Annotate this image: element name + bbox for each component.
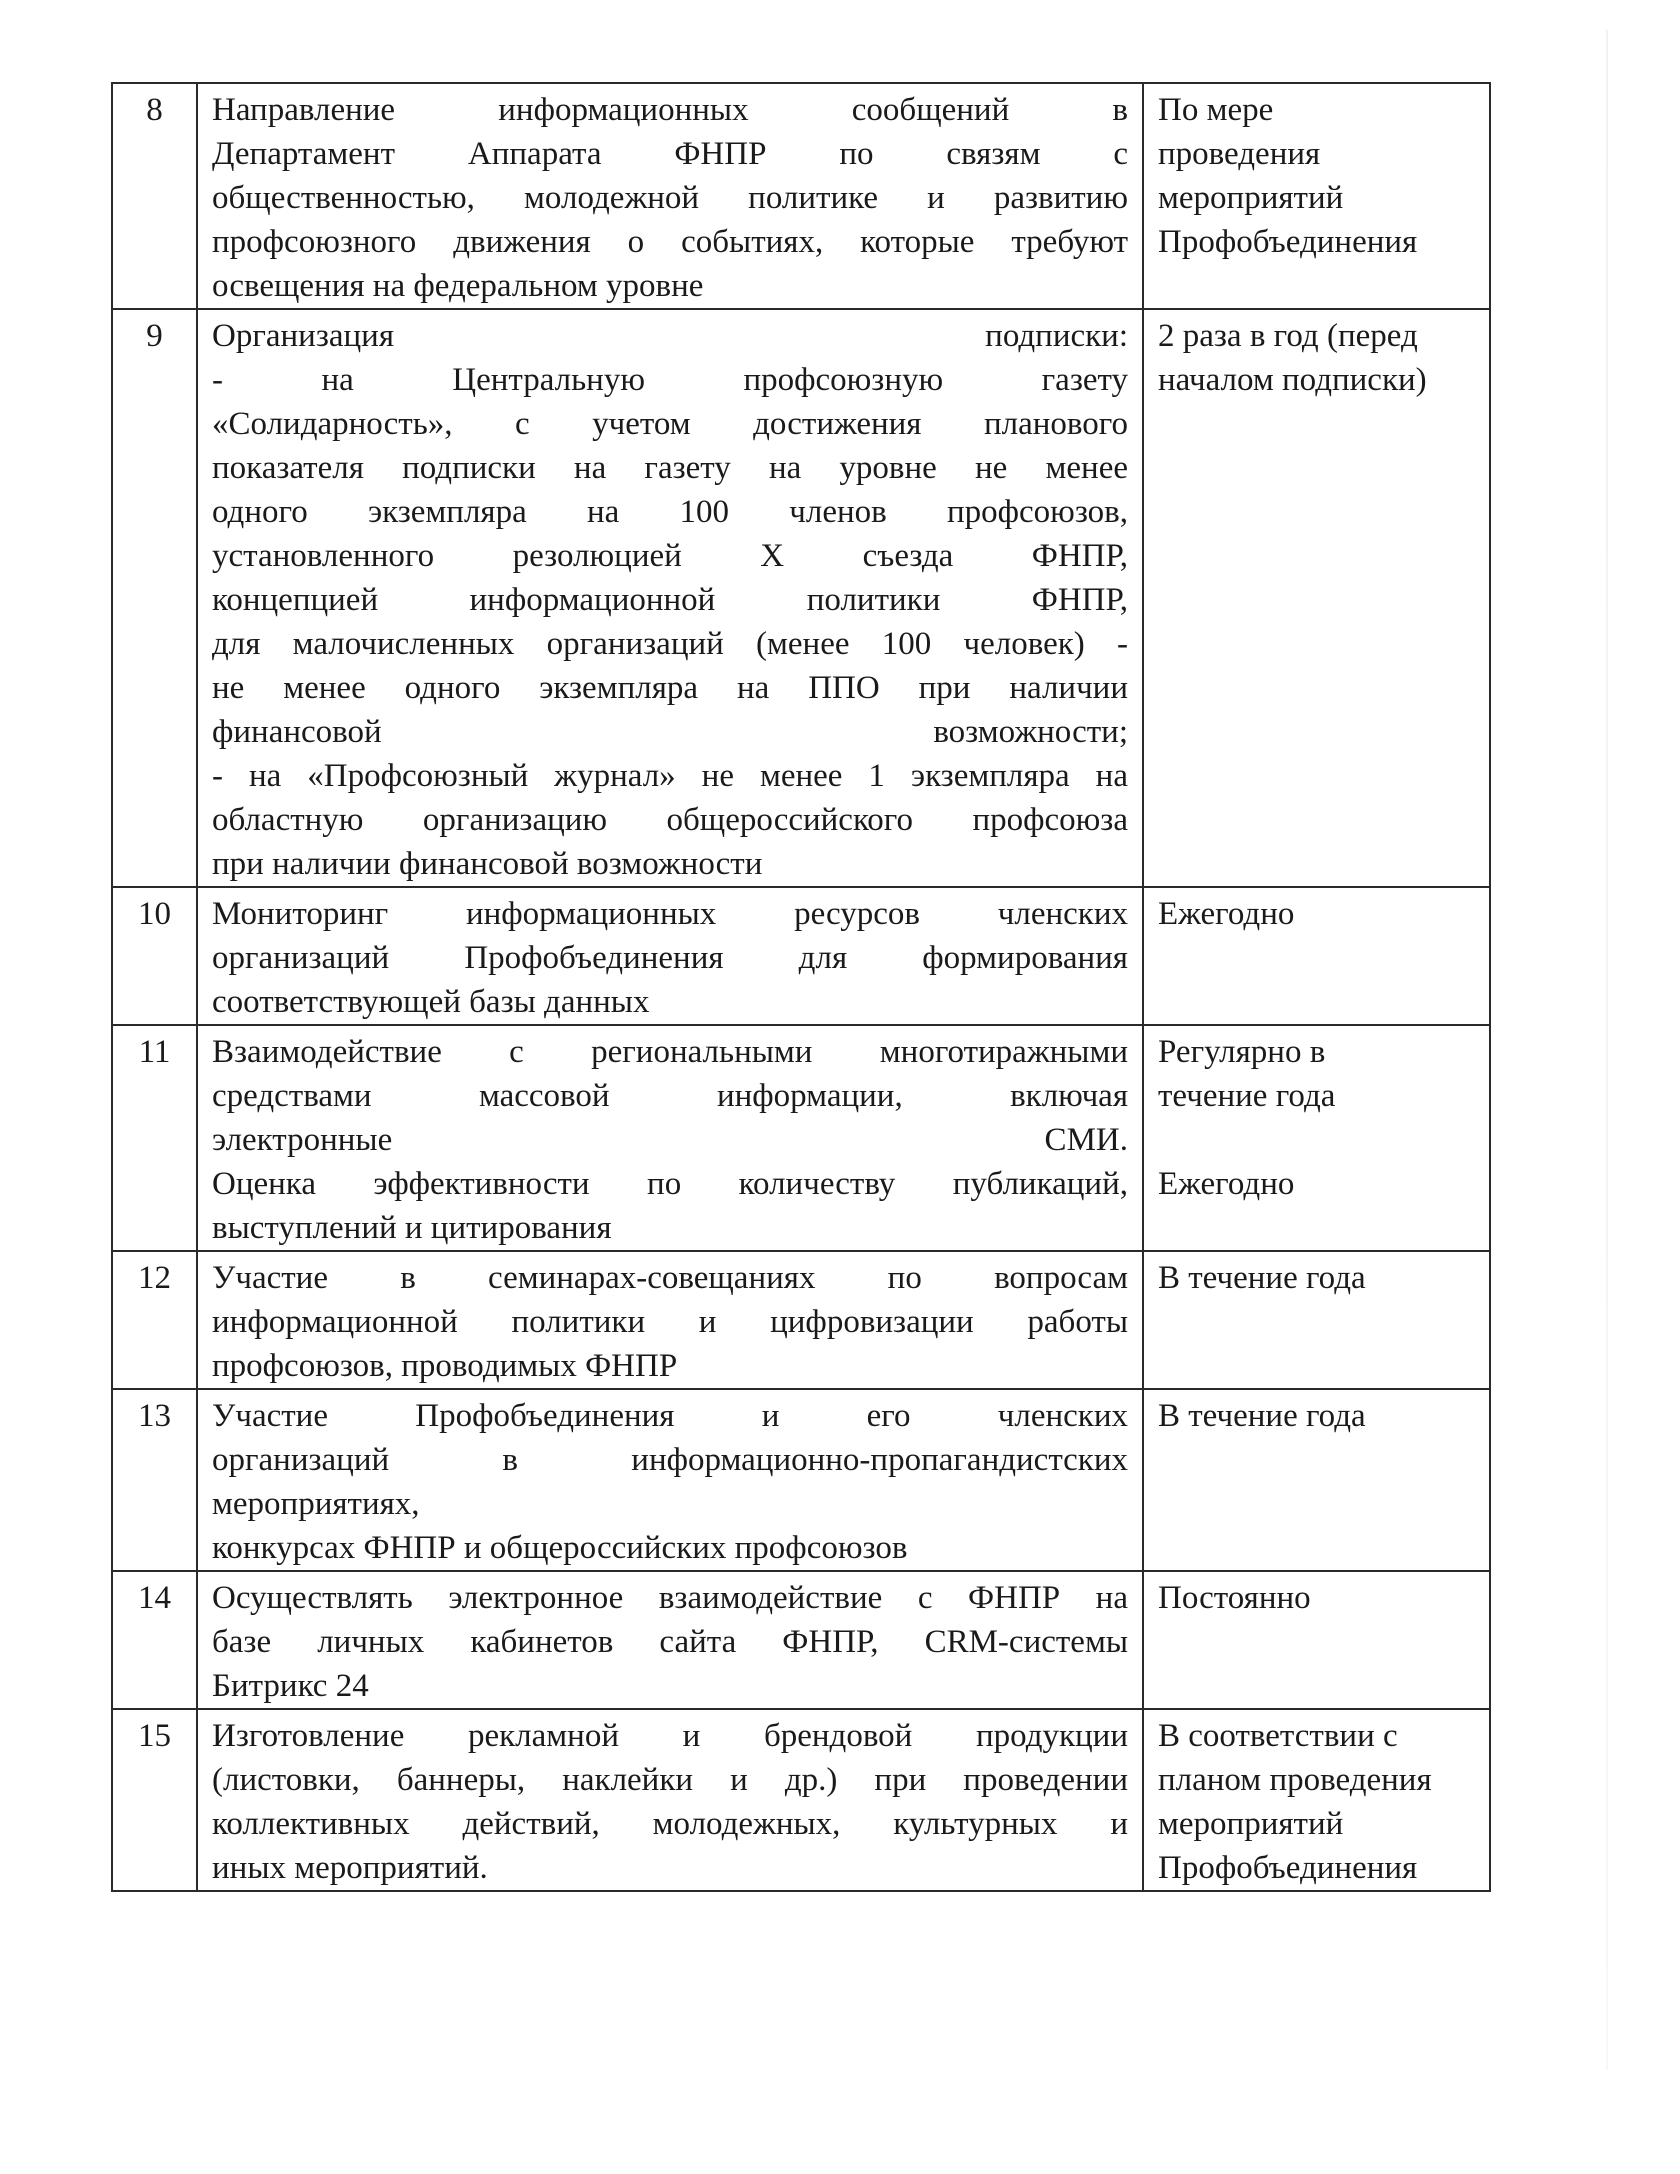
plan-table (111, 82, 1491, 1892)
term-line: Профобъединения (1158, 224, 1418, 260)
description-line: «Солидарность», с учетом достижения планового (212, 406, 1128, 442)
description-line: установленного резолюцией X съезда ФНПР, (212, 538, 1128, 574)
description-line: освещения на федеральном уровне (212, 268, 704, 304)
description-line: профсоюзов, проводимых ФНПР (212, 1348, 678, 1384)
description-line: Организация подписки: (212, 318, 1128, 354)
description-line: соответствующей базы данных (212, 984, 650, 1020)
description-line: иных мероприятий. (212, 1850, 488, 1886)
term-line: В соответствии с (1158, 1718, 1398, 1754)
term-line: началом подписки) (1158, 362, 1427, 398)
description-line: одного экземпляра на 100 членов профсоюзов, (212, 494, 1128, 530)
term-line: Ежегодно (1158, 1166, 1295, 1202)
description-line: электронные СМИ. (212, 1122, 1128, 1158)
description-line: показателя подписки на газету на уровне не менее (212, 450, 1128, 486)
term-line: В течение года (1158, 1398, 1366, 1434)
term-line: Профобъединения (1158, 1850, 1418, 1886)
description-line: Мониторинг информационных ресурсов членских (212, 896, 1128, 932)
table-row (112, 1251, 1490, 1389)
table-row (112, 309, 1490, 887)
row-term (1143, 1571, 1490, 1709)
table-row (112, 1571, 1490, 1709)
row-description (197, 1709, 1143, 1891)
row-number: 8 (112, 83, 197, 309)
term-line: мероприятий (1158, 1806, 1344, 1842)
row-term (1143, 1025, 1490, 1251)
description-line: базе личных кабинетов сайта ФНПР, CRM-системы (212, 1624, 1128, 1660)
description-line: информационной политики и цифровизации работы (212, 1304, 1128, 1340)
term-line: течение года (1158, 1078, 1336, 1114)
table-row (112, 83, 1490, 309)
table-row (112, 1709, 1490, 1891)
row-term (1143, 309, 1490, 887)
description-line: организаций в информационно-пропагандистских (212, 1442, 1128, 1478)
row-term (1143, 887, 1490, 1025)
description-line: организаций Профобъединения для формирования (212, 940, 1128, 976)
description-line: Изготовление рекламной и брендовой продукции (212, 1718, 1128, 1754)
row-description (197, 887, 1143, 1025)
description-line: Битрикс 24 (212, 1668, 369, 1704)
row-term (1143, 1709, 1490, 1891)
row-description (197, 309, 1143, 887)
description-line: финансовой возможности; (212, 714, 1128, 750)
description-line: - на «Профсоюзный журнал» не менее 1 экземпляра на (212, 758, 1128, 794)
table-row (112, 1025, 1490, 1251)
description-line: не менее одного экземпляра на ППО при наличии (212, 670, 1128, 706)
row-description (197, 1571, 1143, 1709)
term-line: Ежегодно (1158, 896, 1295, 932)
description-line: мероприятиях, (212, 1486, 420, 1522)
table-row (112, 887, 1490, 1025)
description-line: средствами массовой информации, включая (212, 1078, 1128, 1114)
description-line: областную организацию общероссийского профсоюза (212, 802, 1128, 838)
row-number: 11 (112, 1025, 197, 1251)
description-line: коллективных действий, молодежных, культурных и (212, 1806, 1128, 1842)
row-description (197, 1025, 1143, 1251)
description-line: общественностью, молодежной политике и развитию (212, 180, 1128, 216)
row-description (197, 1389, 1143, 1571)
row-number: 10 (112, 887, 197, 1025)
term-line: По мере (1158, 92, 1274, 128)
description-line: профсоюзного движения о событиях, которые требуют (212, 224, 1128, 260)
plan-table-body (112, 83, 1490, 1891)
row-description (197, 1251, 1143, 1389)
description-line: Направление информационных сообщений в (212, 92, 1128, 128)
row-number: 14 (112, 1571, 197, 1709)
description-line: конкурсах ФНПР и общероссийских профсоюзов (212, 1530, 908, 1566)
row-term (1143, 83, 1490, 309)
description-line: концепцией информационной политики ФНПР, (212, 582, 1128, 618)
term-line: 2 раза в год (перед (1158, 318, 1418, 354)
description-line: Оценка эффективности по количеству публикаций, (212, 1166, 1128, 1202)
row-term (1143, 1389, 1490, 1571)
description-line: выступлений и цитирования (212, 1210, 612, 1246)
row-number: 15 (112, 1709, 197, 1891)
description-line: Осуществлять электронное взаимодействие с ФНПР на (212, 1580, 1128, 1616)
table-row (112, 1389, 1490, 1571)
term-line: Постоянно (1158, 1580, 1311, 1616)
scan-edge (1606, 30, 1608, 2070)
description-line: - на Центральную профсоюзную газету (212, 362, 1128, 398)
row-number: 12 (112, 1251, 197, 1389)
description-line: (листовки, баннеры, наклейки и др.) при проведении (212, 1762, 1128, 1798)
term-line: планом проведения (1158, 1762, 1432, 1798)
term-line: проведения (1158, 136, 1321, 172)
description-line: Взаимодействие с региональными многотиражными (212, 1034, 1128, 1070)
description-line: Участие Профобъединения и его членских (212, 1398, 1128, 1434)
term-line: мероприятий (1158, 180, 1344, 216)
description-line: для малочисленных организаций (менее 100 человек) - (212, 626, 1128, 662)
row-description (197, 83, 1143, 309)
description-line: Департамент Аппарата ФНПР по связям с (212, 136, 1128, 172)
description-line: Участие в семинарах-совещаниях по вопросам (212, 1260, 1128, 1296)
row-number: 9 (112, 309, 197, 887)
row-number: 13 (112, 1389, 197, 1571)
term-gap (1158, 1118, 1475, 1162)
term-line: Регулярно в (1158, 1034, 1326, 1070)
term-line: В течение года (1158, 1260, 1366, 1296)
row-term (1143, 1251, 1490, 1389)
description-line: при наличии финансовой возможности (212, 846, 763, 882)
